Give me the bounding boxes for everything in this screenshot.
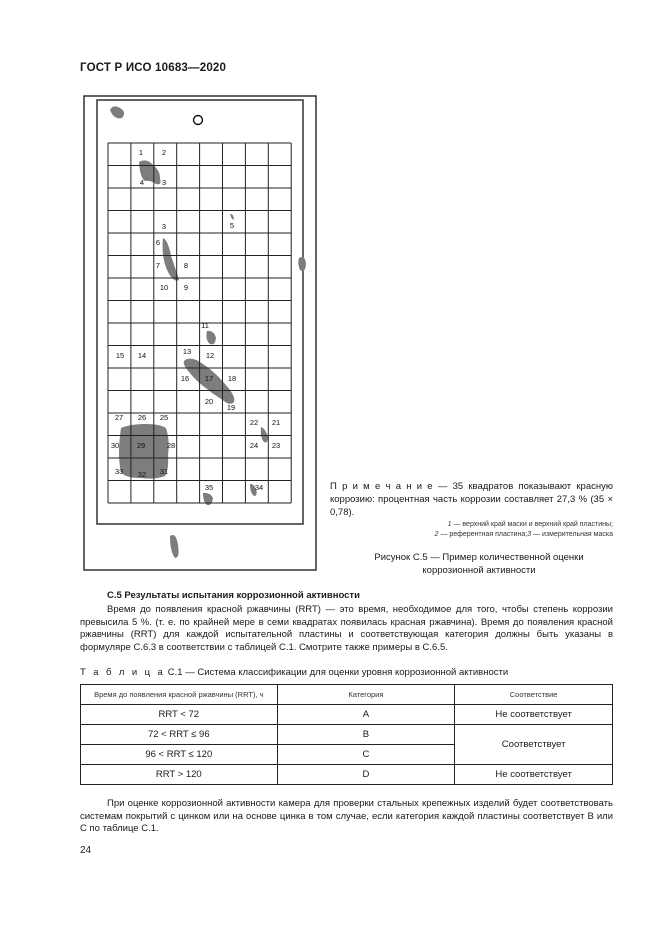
table-header-row — [81, 685, 613, 705]
square-number: 7 — [155, 261, 161, 270]
document-header: ГОСТ Р ИСО 10683—2020 — [80, 62, 227, 74]
square-number: 30 — [110, 441, 120, 450]
paragraph-1-text: Время до появления красной ржавчины (RRT) — это время, необходимое для того, чтобы степень коррозии превысила 5 %. (т. е. по крайней мере в семи квадратах появилась красная ржавчина). Время до появления красной ржавчины (RRT) для каждой испытательной пластины и соответствующая категория должны быть указаны в формуляре С.6.3 в соответствии с таблицей С.1. Смотрите также примеры в С.6.5. — [80, 604, 613, 653]
legend-1-num: 1 — [447, 521, 452, 528]
section-heading: С.5 Результаты испытания коррозионной активности — [107, 590, 360, 601]
square-number: 21 — [271, 418, 281, 427]
cell-rrt: RRT > 120 — [81, 765, 278, 785]
square-number: 6 — [155, 238, 161, 247]
note-text: — 35 квадратов показывают красную коррозию: процентная часть коррозии составляет 27,3 % (35 × 0,78). — [330, 481, 614, 518]
cell-category: D — [277, 765, 455, 785]
square-number: 29 — [136, 441, 146, 450]
legend-1-text: — верхний край маски и верхний край пластины; — [451, 521, 613, 528]
table-caption-text: С.1 — Система классификации для оценки уровня коррозионной активности — [165, 667, 509, 678]
square-number: 27 — [114, 413, 124, 422]
cell-category: A — [277, 705, 455, 725]
square-number: 20 — [204, 397, 214, 406]
table-row — [81, 705, 613, 725]
figure-legend — [345, 520, 613, 540]
cell-conformity: Соответствует — [455, 725, 613, 765]
square-number: 11 — [201, 321, 209, 330]
square-number: 22 — [249, 418, 259, 427]
legend-2-text: — референтная пластина; — [438, 531, 528, 538]
square-number: 4 — [139, 178, 145, 187]
table-row — [81, 725, 613, 745]
cell-rrt: 96 < RRT ≤ 120 — [81, 745, 278, 765]
legend-line-1 — [345, 520, 613, 530]
header-category: Категория — [277, 685, 455, 705]
square-number: 25 — [159, 413, 169, 422]
table-caption-prefix: Т а б л и ц а — [80, 667, 166, 678]
paragraph-1 — [80, 604, 613, 654]
cell-rrt: RRT < 72 — [81, 705, 278, 725]
square-number: 2 — [161, 148, 167, 157]
square-number: 1 — [138, 148, 144, 157]
paragraph-2-text: При оценке коррозионной активности камера для проверки стальных крепежных изделий будет соответствовать системам покрытий с цинком или на основе цинка в том случае, если категория каждой пластины соответствует В или С по таблице С.1. — [80, 798, 613, 834]
header-conformity: Соответствие — [455, 685, 613, 705]
paragraph-2 — [80, 798, 613, 836]
square-number: 33 — [114, 467, 124, 476]
square-number: 8 — [183, 261, 189, 270]
legend-3-text: — измерительная маска — [531, 531, 613, 538]
square-number: 23 — [271, 441, 281, 450]
caption-line-2: коррозионной активности — [422, 564, 536, 576]
cell-conformity: Не соответствует — [455, 765, 613, 785]
square-number: 31 — [159, 467, 169, 476]
table-caption — [80, 667, 508, 678]
square-number: 16 — [180, 374, 190, 383]
classification-table — [80, 684, 613, 785]
square-number: 9 — [183, 283, 189, 292]
square-numbers — [111, 148, 280, 492]
caption-line-1: Рисунок С.5 — Пример количественной оценки — [374, 552, 584, 563]
square-number: 34 — [254, 483, 264, 492]
square-number: 35 — [204, 483, 214, 492]
note-prefix: П р и м е ч а н и е — [330, 481, 433, 492]
square-number: 14 — [137, 351, 147, 360]
cell-conformity: Не соответствует — [455, 705, 613, 725]
square-number: 26 — [137, 413, 147, 422]
square-number: 17 — [204, 374, 214, 383]
square-number: 28 — [166, 441, 176, 450]
page-number: 24 — [80, 845, 92, 856]
square-number: 19 — [226, 403, 236, 412]
legend-3-num: 3 — [527, 531, 532, 538]
square-number: 3 — [161, 178, 167, 187]
figure-caption — [345, 552, 613, 577]
cell-category: C — [277, 745, 455, 765]
square-number: 13 — [182, 347, 192, 356]
square-number: 12 — [205, 351, 215, 360]
cell-category: B — [277, 725, 455, 745]
figure-note — [330, 480, 613, 519]
square-number: 10 — [159, 283, 169, 292]
legend-line-2 — [345, 530, 613, 540]
square-number: 3 — [161, 222, 167, 231]
square-number: 32 — [137, 470, 147, 479]
square-number: 24 — [249, 441, 259, 450]
square-number: 18 — [227, 374, 237, 383]
legend-2-num: 2 — [434, 531, 439, 538]
square-number: 5 — [229, 221, 235, 230]
cell-rrt: 72 < RRT ≤ 96 — [81, 725, 278, 745]
square-number: 15 — [115, 351, 125, 360]
plate-hole — [194, 116, 203, 125]
table-row — [81, 765, 613, 785]
header-rrt: Время до появления красной ржавчины (RRT), ч — [81, 685, 278, 705]
